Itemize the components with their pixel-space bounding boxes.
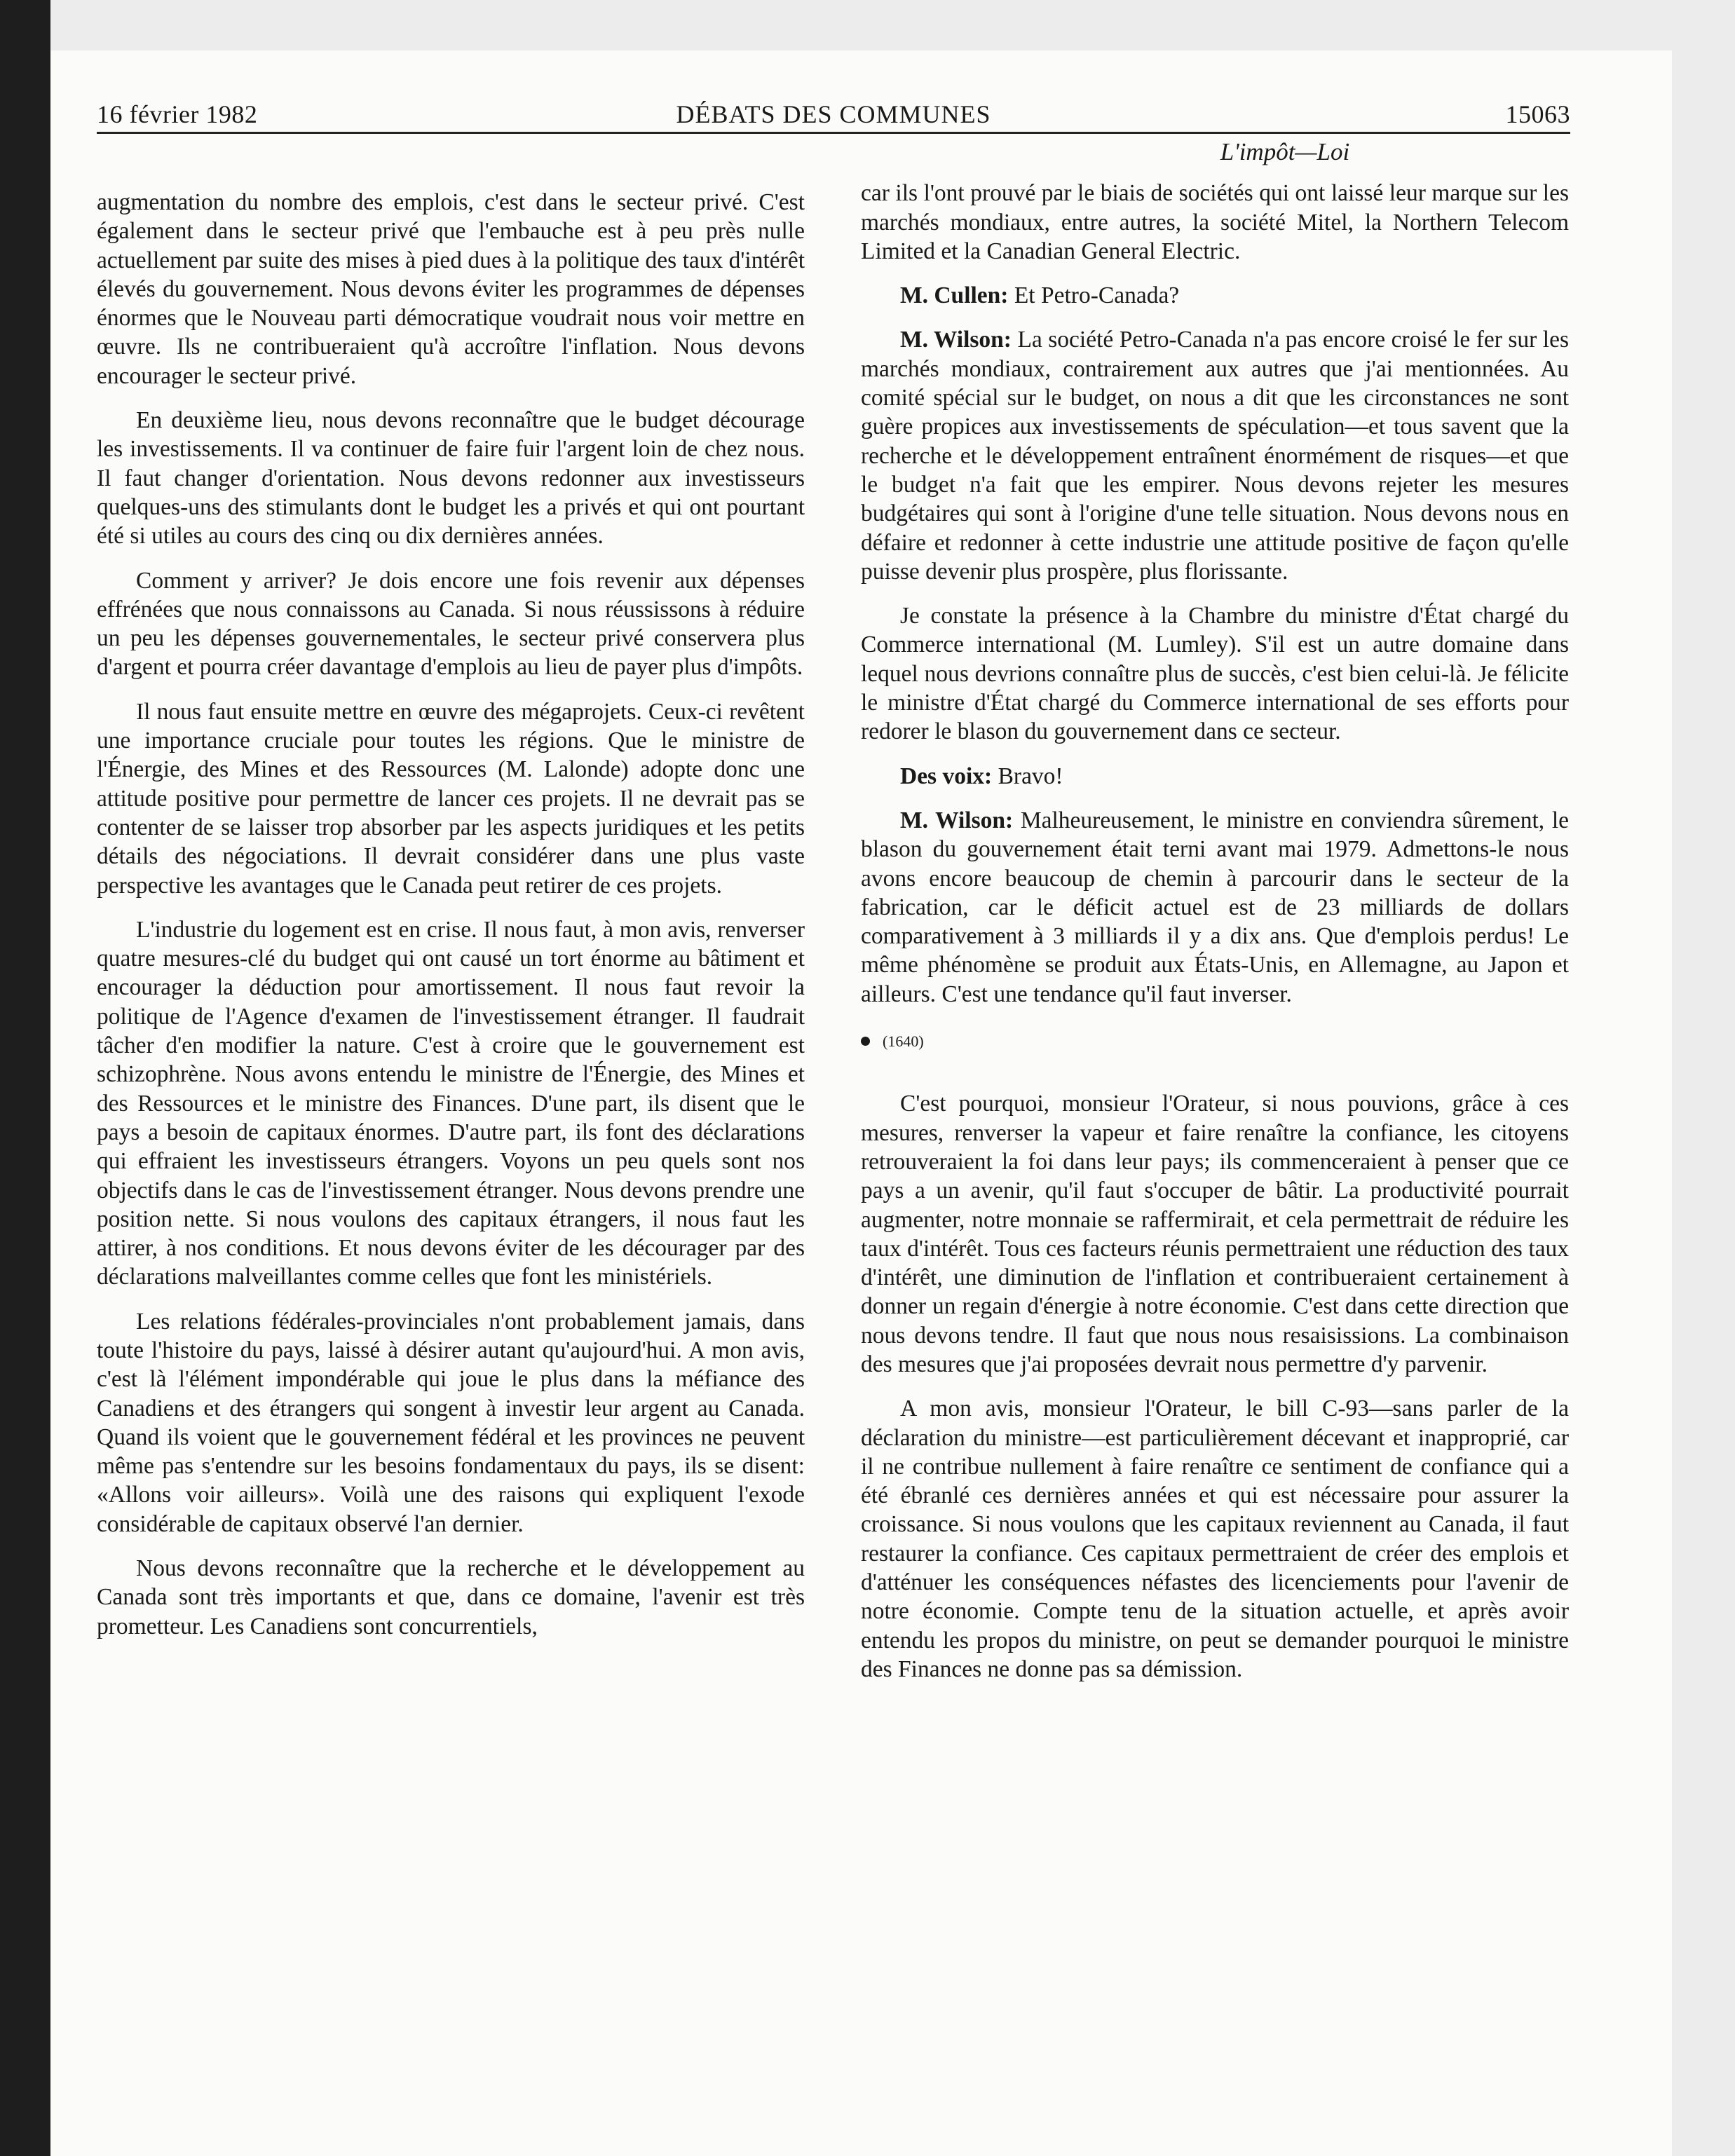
paragraph: augmentation du nombre des emplois, c'est dans le secteur privé. C'est également dans le secteur privé que l'embauche est à peu près nulle actuellement par suite des mises à pied dues à la politique des taux d'intérêt élevés du gouvernement. Nous devons éviter les programmes de dépenses énormes que le Nouveau parti démocratique voudrait nous voir mettre en œuvre. Ils ne contribueraient qu'à accroître l'inflation. Nous devons encourager le secteur privé. [97,189,805,389]
left-column [97,188,805,1656]
speech-text: La société Petro-Canada n'a pas encore croisé le fer sur les marchés mondiaux, contrairement aux autres que j'ai mentionnées. Au comité spécial sur le budget, on nous a dit que les circonstances ne sont guère propices aux investissements de spéculation—et tous savent que la recherche et le développement entraînent énormément de risques—et que le budget n'a fait que les empirer. Nous devons rejeter les mesures budgétaires qui sont à l'origine d'une telle situation. Nous devons nous en défaire et redonner à cette industrie une attitude positive de façon qu'elle puisse devenir plus prospère, plus florissante. [861,327,1570,585]
paragraph: A mon avis, monsieur l'Orateur, le bill C-93—sans parler de la déclaration du ministre—est particulièrement décevant et inapproprié, car il ne contribue nullement à faire renaître ce sentiment de confiance qui a été ébranlé ces dernières années et qui est nécessaire pour assurer la croissance. Si nous voulons que les capitaux reviennent au Canada, il faut restaurer la confiance. Ces capitaux permettraient de créer des emplois et d'atténuer les conséquences néfastes des licenciements pour l'avenir de notre économie. Compte tenu de la situation actuelle, et après avoir entendu les propos du ministre, on peut se demander pourquoi le ministre des Finances ne donne pas sa démission. [861,1396,1569,1682]
page-header [97,91,1570,134]
speaker-name: M. Wilson: [900,807,1014,833]
paragraph: Comment y arriver? Je dois encore une fois revenir aux dépenses effrénées que nous connaissons au Canada. Si nous réussissons à réduire un peu les dépenses gouvernementales, le secteur privé conservera plus d'argent et pourra créer davantage d'emplois au lieu de payer plus d'impôts. [97,567,805,681]
speech-wilson [861,325,1569,586]
speaker-name: M. Wilson: [900,327,1012,353]
speech-text: Malheureusement, le ministre en conviendra sûrement, le blason du gouvernement était terni avant mai 1979. Admettons-le nous avons encore beaucoup de chemin à parcourir dans le secteur de la fabrication, car le déficit actuel est de 23 milliards de dollars comparativement à 3 milliards il y a dix ans. Que d'emplois perdus! Le même phénomène se produit aux États-Unis, en Allemagne, au Japon et ailleurs. C'est une tendance qu'il faut inverser. [861,807,1569,1007]
paragraph: car ils l'ont prouvé par le biais de sociétés qui ont laissé leur marque sur les marchés mondiaux, entre autres, la société Mitel, la Northern Telecom Limited et la Canadian General Electric. [861,180,1569,264]
speech-wilson [861,806,1569,1009]
header-date: 16 février 1982 [97,100,258,128]
paragraph: Je constate la présence à la Chambre du ministre d'État chargé du Commerce international (M. Lumley). S'il est un autre domaine dans lequel nous devrions connaître plus de succès, c'est bien celui-là. Je félicite le ministre d'État chargé du Commerce international de ses efforts pour redorer le blason du gouvernement dans ce secteur. [861,603,1569,745]
speech-text: Et Petro-Canada? [1008,282,1180,309]
time-marker [861,1027,1569,1056]
speech-text: Bravo! [992,763,1063,789]
scan-border-left [0,0,50,2156]
paragraph: En deuxième lieu, nous devons reconnaître que le budget décourage les investissements. Il va continuer de faire fuir l'argent loin de chez nous. Il faut changer d'orientation. Nous devons redonner aux investisseurs quelques-uns des stimulants dont le budget les a privés et qui ont pourtant été si utiles au cours des cinq ou dix dernières années. [97,407,805,550]
paragraph: Nous devons reconnaître que la recherche et le développement au Canada sont très importants et que, dans ce domaine, l'avenir est très prometteur. Les Canadiens sont concurrentiels, [97,1555,805,1639]
paragraph: L'industrie du logement est en crise. Il nous faut, à mon avis, renverser quatre mesures-clé du budget qui ont causé un tort énorme au bâtiment et encourager la déduction pour amortissement. Il nous faut revoir la politique de l'Agence d'examen de l'investissement étranger. Il faudrait tâcher d'en modifier la nature. C'est à croire que le gouvernement est schizophrène. Nous avons entendu le ministre de l'Énergie, des Mines et des Ressources et le ministre des Finances. D'une part, ils disent que le pays a besoin de capitaux énormes. D'autre part, ils font des déclarations qui effraient les investisseurs étrangers. Voyons un peu quels sont nos objectifs dans le cas de l'investissement étranger. Nous devons prendre une position nette. Si nous voulons des capitaux étrangers, il nous faut les attirer, à nos conditions. Et nous devons éviter de les décourager par des déclarations malveillantes comme celles que font les ministériels. [97,916,805,1290]
paragraph: C'est pourquoi, monsieur l'Orateur, si nous pouvions, grâce à ces mesures, renverser la vapeur et faire renaître la confiance, les citoyens retrouveraient la foi dans leur pays; ils commenceraient à penser que ce pays a un avenir, qu'il faut s'occuper de bâtir. La productivité pourrait augmenter, notre monnaie se raffermirait, et cela permettrait de réduire les taux d'intérêt. Tous ces facteurs réunis permettraient une réduction des taux d'intérêt, une diminution de l'inflation et contribueraient certainement à donner un regain d'énergie à notre économie. C'est dans cette direction que nous devons tendre. Il faut que nous nous resaisissions. La combinaison des mesures que j'ai proposées devrait nous permettre d'y parvenir. [861,1091,1569,1377]
scan-border-top [0,0,1735,50]
right-column [861,137,1569,1699]
scan-border-right [1672,0,1735,2156]
time-marker-label: (1640) [883,1032,924,1051]
speech-voices [861,762,1569,791]
speaker-name: M. Cullen: [900,282,1009,309]
paragraph: Il nous faut ensuite mettre en œuvre des mégaprojets. Ceux-ci revêtent une importance cruciale pour toutes les régions. Que le ministre de l'Énergie, des Mines et des Ressources (M. Lalonde) adopte donc une attitude positive pour permettre de lancer ces projets. Il ne devrait pas se contenter de se laisser trop absorber par les aspects juridiques et les petits détails des négociations. Il devrait considérer dans une plus vaste perspective les avantages que le Canada peut retirer de ces projets. [97,698,805,899]
speaker-name: Des voix: [900,763,993,789]
paragraph: Les relations fédérales-provinciales n'ont probablement jamais, dans toute l'histoire du pays, laissé à désirer autant qu'aujourd'hui. A mon avis, c'est là l'élément impondérable qui joue le plus dans la méfiance des Canadiens et des étrangers qui songent à investir leur argent au Canada. Quand ils voient que le gouvernement fédéral et les provinces ne peuvent même pas s'entendre sur les besoins fondamentaux du pays, ils se disent: «Allons voir ailleurs». Voilà une des raisons qui expliquent l'exode considérable de capitaux observé l'an dernier. [97,1308,805,1537]
speech-cullen [861,281,1569,310]
header-title: DÉBATS DES COMMUNES [676,100,991,128]
running-head: L'impôt—Loi [1220,138,1350,165]
page-number: 15063 [1505,100,1570,128]
bullet-icon [861,1037,870,1046]
